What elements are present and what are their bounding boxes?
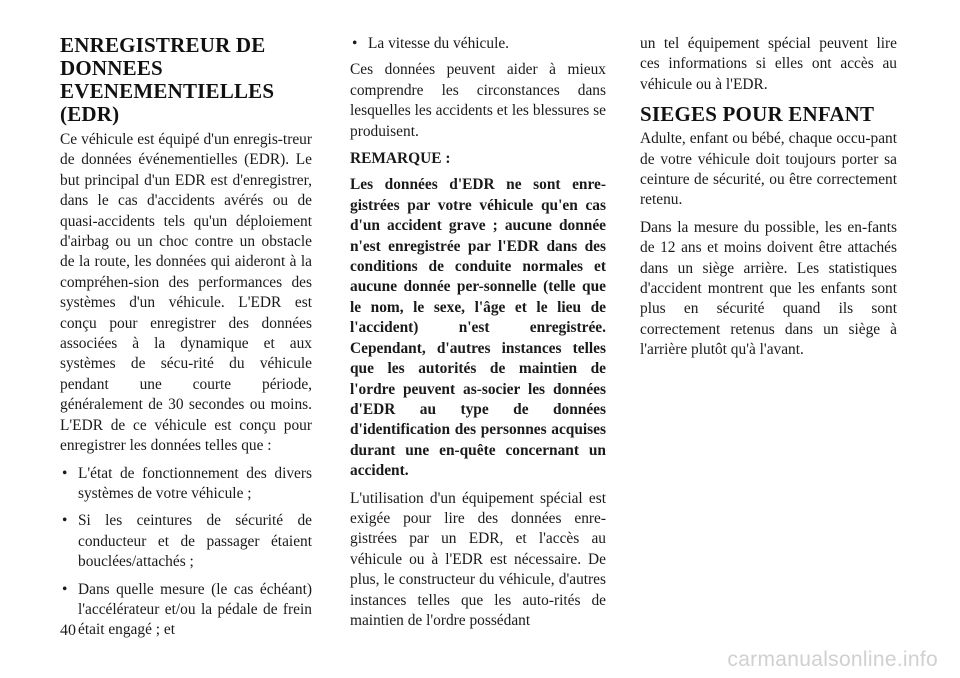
note-text: Les données d'EDR ne sont enre-gistrées par votre véhicule qu'en cas d'un accident grave ; aucune donnée n'est enregistrée par l'EDR dans des conditions de conduite normales et aucune donnée per-sonnelle (telle que le nom, le sexe, l'âge et le lieu de l'accident) n'est enregistrée. Cependant, d'autres instances telles que les autorités de maintien de l'ordre peuvent as-socier les données d'EDR au type de données d'identification des personnes acquises durant une en-quête concernant un accident. (350, 176, 606, 480)
list-item (60, 511, 312, 572)
edr-intro-paragraph: Ce véhicule est équipé d'un enregis-treur de données événementielles (EDR). Le but principal d'un EDR est d'enregistrer, dans le cas d'accidents avérés ou de quasi-accidents tels qu'un déploiement d'airbag ou un choc contre un obstacle de la route, les données qui aideront à la compréhen-sion des performances des systèmes d'un véhicule. L'EDR est conçu pour enregistrer des données associées à la dynamique et aux systèmes de sécu-rité du véhicule pendant une courte période, généralement de 30 secondes ou moins. L'EDR de ce véhicule est conçu pour enregistrer les données telles que : (60, 131, 312, 455)
bullet-icon: • (62, 580, 68, 598)
child-seats-paragraph-2: Dans la mesure du possible, les en-fants de 12 ans et moins doivent être attachés dans un siège arrière. Les statistiques d'accident montrent que les enfants sont plus en sécurité quand ils sont correctement retenus dans un siège à l'arrière plutôt qu'à l'avant. (640, 218, 897, 359)
watermark: carmanualsonline.info (727, 648, 938, 671)
section-heading-edr: ENREGISTREUR DE DONNEES EVENEMENTIELLES (EDR) (60, 33, 275, 126)
page-number: 40 (60, 622, 76, 639)
edr-data-list (60, 464, 312, 641)
list-item-text: Dans quelle mesure (le cas échéant) l'accélérateur et/ou la pédale de frein était engagé ; et (78, 580, 312, 639)
list-item-text: Si les ceintures de sécurité de conducteur et de passager étaient bouclées/attachés ; (78, 512, 312, 571)
list-item-text: L'état de fonctionnement des divers systèmes de votre véhicule ; (78, 464, 312, 502)
column-3 (640, 34, 897, 368)
list-item (350, 34, 606, 54)
bullet-icon: • (352, 35, 358, 52)
column-1 (60, 34, 312, 648)
list-item (60, 464, 312, 505)
list-item-text: La vitesse du véhicule. (368, 35, 510, 52)
edr-access-continuation: un tel équipement spécial peuvent lire ces informations si elles ont accès au véhicule ou à l'EDR. (640, 35, 897, 93)
note-label: REMARQUE : (350, 150, 451, 168)
bullet-icon: • (62, 512, 68, 530)
list-item (60, 580, 312, 641)
edr-access-paragraph: L'utilisation d'un équipement spécial est exigée pour lire des données enre-gistrées par un EDR, et l'accès au véhicule ou à l'EDR est nécessaire. De plus, le constructeur du véhicule, d'autres instances telles que les auto-rités de maintien de l'ordre possédant (350, 489, 606, 629)
edr-purpose-paragraph: Ces données peuvent aider à mieux comprendre les circonstances dans lesquelles les accidents et les blessures se produisent. (350, 61, 606, 140)
edr-data-list-continued (350, 34, 606, 54)
column-2 (350, 34, 606, 638)
section-heading-child-seats: SIEGES POUR ENFANT (640, 102, 875, 127)
child-seats-paragraph-1: Adulte, enfant ou bébé, chaque occu-pant de votre véhicule doit toujours porter sa ceinture de sécurité, ou être correctement retenu. (640, 130, 897, 209)
bullet-icon: • (62, 464, 68, 482)
